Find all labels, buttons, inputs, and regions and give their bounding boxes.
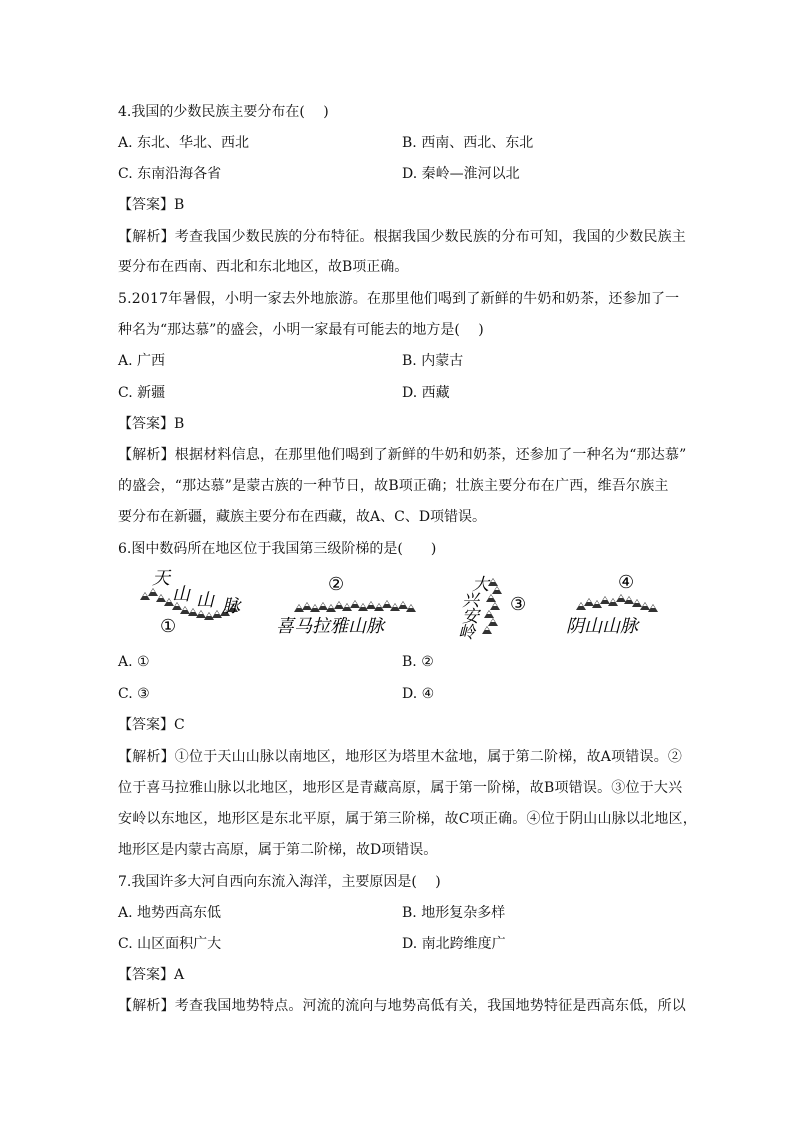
q4-analysis-line-1: 【解析】考查我国少数民族的分布特征。根据我国少数民族的分布可知，我国的少数民族主 [118, 229, 686, 245]
q5-answer: 【答案】B [118, 416, 185, 432]
mountain-figure [118, 566, 678, 642]
mountain-figure-svg [118, 566, 678, 642]
q4-stem: 4.我国的少数民族主要分布在( ) [118, 104, 329, 120]
q4-answer: 【答案】B [118, 197, 185, 213]
himalaya-peaks [294, 600, 416, 612]
q4-option-b: B. 西南、西北、东北 [402, 135, 534, 151]
q5-analysis-line-1: 【解析】根据材料信息，在那里他们喝到了新鲜的牛奶和奶茶，还参加了一种名为“那达慕” [118, 447, 687, 463]
yinshan-label: 阴山山脉 [566, 616, 638, 637]
q5-option-c: C. 新疆 [118, 385, 166, 401]
q5-stem-line-1: 5.2017年暑假，小明一家去外地旅游。在那里他们喝到了新鲜的牛奶和奶茶，还参加了一 [118, 291, 680, 307]
q7-analysis-line-1: 【解析】考查我国地势特点。河流的流向与地势高低有关，我国地势特征是西高东低，所以 [118, 998, 686, 1014]
q6-analysis-line-4: 地形区是内蒙古高原，属于第二阶梯，故D项错误。 [118, 842, 438, 858]
q7-option-a: A. 地势西高东低 [118, 905, 222, 921]
q4-option-d: D. 秦岭—淮河以北 [402, 166, 520, 182]
tianshan-char-1: 天 [152, 568, 170, 589]
q6-option-c: C. ③ [118, 686, 150, 702]
q5-analysis-line-3: 要分布在新疆，藏族主要分布在西藏，故A、C、D项错误。 [118, 509, 487, 525]
himalaya-panel [276, 574, 416, 637]
q6-option-a: A. ① [118, 654, 150, 670]
q6-analysis-line-2: 位于喜马拉雅山脉以北地区，地形区是青藏高原，属于第一阶梯，故B项错误。③位于大兴 [118, 780, 683, 796]
q5-option-b: B. 内蒙古 [402, 353, 464, 369]
tianshan-char-4: 脉 [222, 596, 240, 617]
daxinganling-number: ③ [510, 594, 527, 615]
q6-stem: 6.图中数码所在地区位于我国第三级阶梯的是( ) [118, 541, 437, 557]
tianshan-number: ① [160, 616, 177, 637]
tianshan-panel [140, 568, 242, 637]
q7-option-c: C. 山区面积广大 [118, 936, 222, 952]
q7-option-b: B. 地形复杂多样 [402, 905, 506, 921]
yinshan-number: ④ [618, 572, 635, 593]
q6-option-b: B. ② [402, 654, 434, 670]
q5-option-d: D. 西藏 [402, 385, 450, 401]
q5-stem-line-2: 种名为“那达慕”的盛会，小明一家最有可能去的地方是( ) [118, 322, 484, 338]
daxinganling-panel [458, 575, 526, 642]
tianshan-char-2: 山 [172, 584, 190, 605]
q5-option-a: A. 广西 [118, 353, 166, 369]
himalaya-label: 喜马拉雅山脉 [276, 616, 384, 637]
q6-answer: 【答案】C [118, 717, 185, 733]
q6-analysis-line-3: 安岭以东地区，地形区是东北平原，属于第三阶梯，故C项正确。④位于阴山山脉以北地区， [118, 811, 697, 827]
yinshan-panel [566, 572, 658, 637]
q7-option-d: D. 南北跨维度广 [402, 936, 506, 952]
q4-option-c: C. 东南沿海各省 [118, 166, 222, 182]
daxinganling-char-3: 安 [462, 607, 479, 627]
daxinganling-char-2: 兴 [462, 591, 479, 611]
q7-stem: 7.我国许多大河自西向东流入海洋，主要原因是( ) [118, 874, 441, 890]
daxinganling-char-1: 大 [472, 575, 489, 595]
q4-option-a: A. 东北、华北、西北 [118, 135, 250, 151]
tianshan-char-3: 山 [196, 590, 214, 611]
q6-analysis-line-1: 【解析】①位于天山山脉以南地区，地形区为塔里木盆地，属于第二阶梯，故A项错误。② [118, 749, 683, 765]
yinshan-peaks [576, 594, 658, 612]
q6-option-d: D. ④ [402, 686, 435, 702]
q4-analysis-line-2: 要分布在西南、西北和东北地区，故B项正确。 [118, 259, 409, 275]
q7-answer: 【答案】A [118, 967, 185, 983]
q5-analysis-line-2: 的盛会，“那达慕”是蒙古族的一种节日，故B项正确；壮族主要分布在广西，维吾尔族主 [118, 478, 669, 494]
daxinganling-char-4: 岭 [458, 623, 475, 642]
himalaya-number: ② [328, 574, 345, 595]
